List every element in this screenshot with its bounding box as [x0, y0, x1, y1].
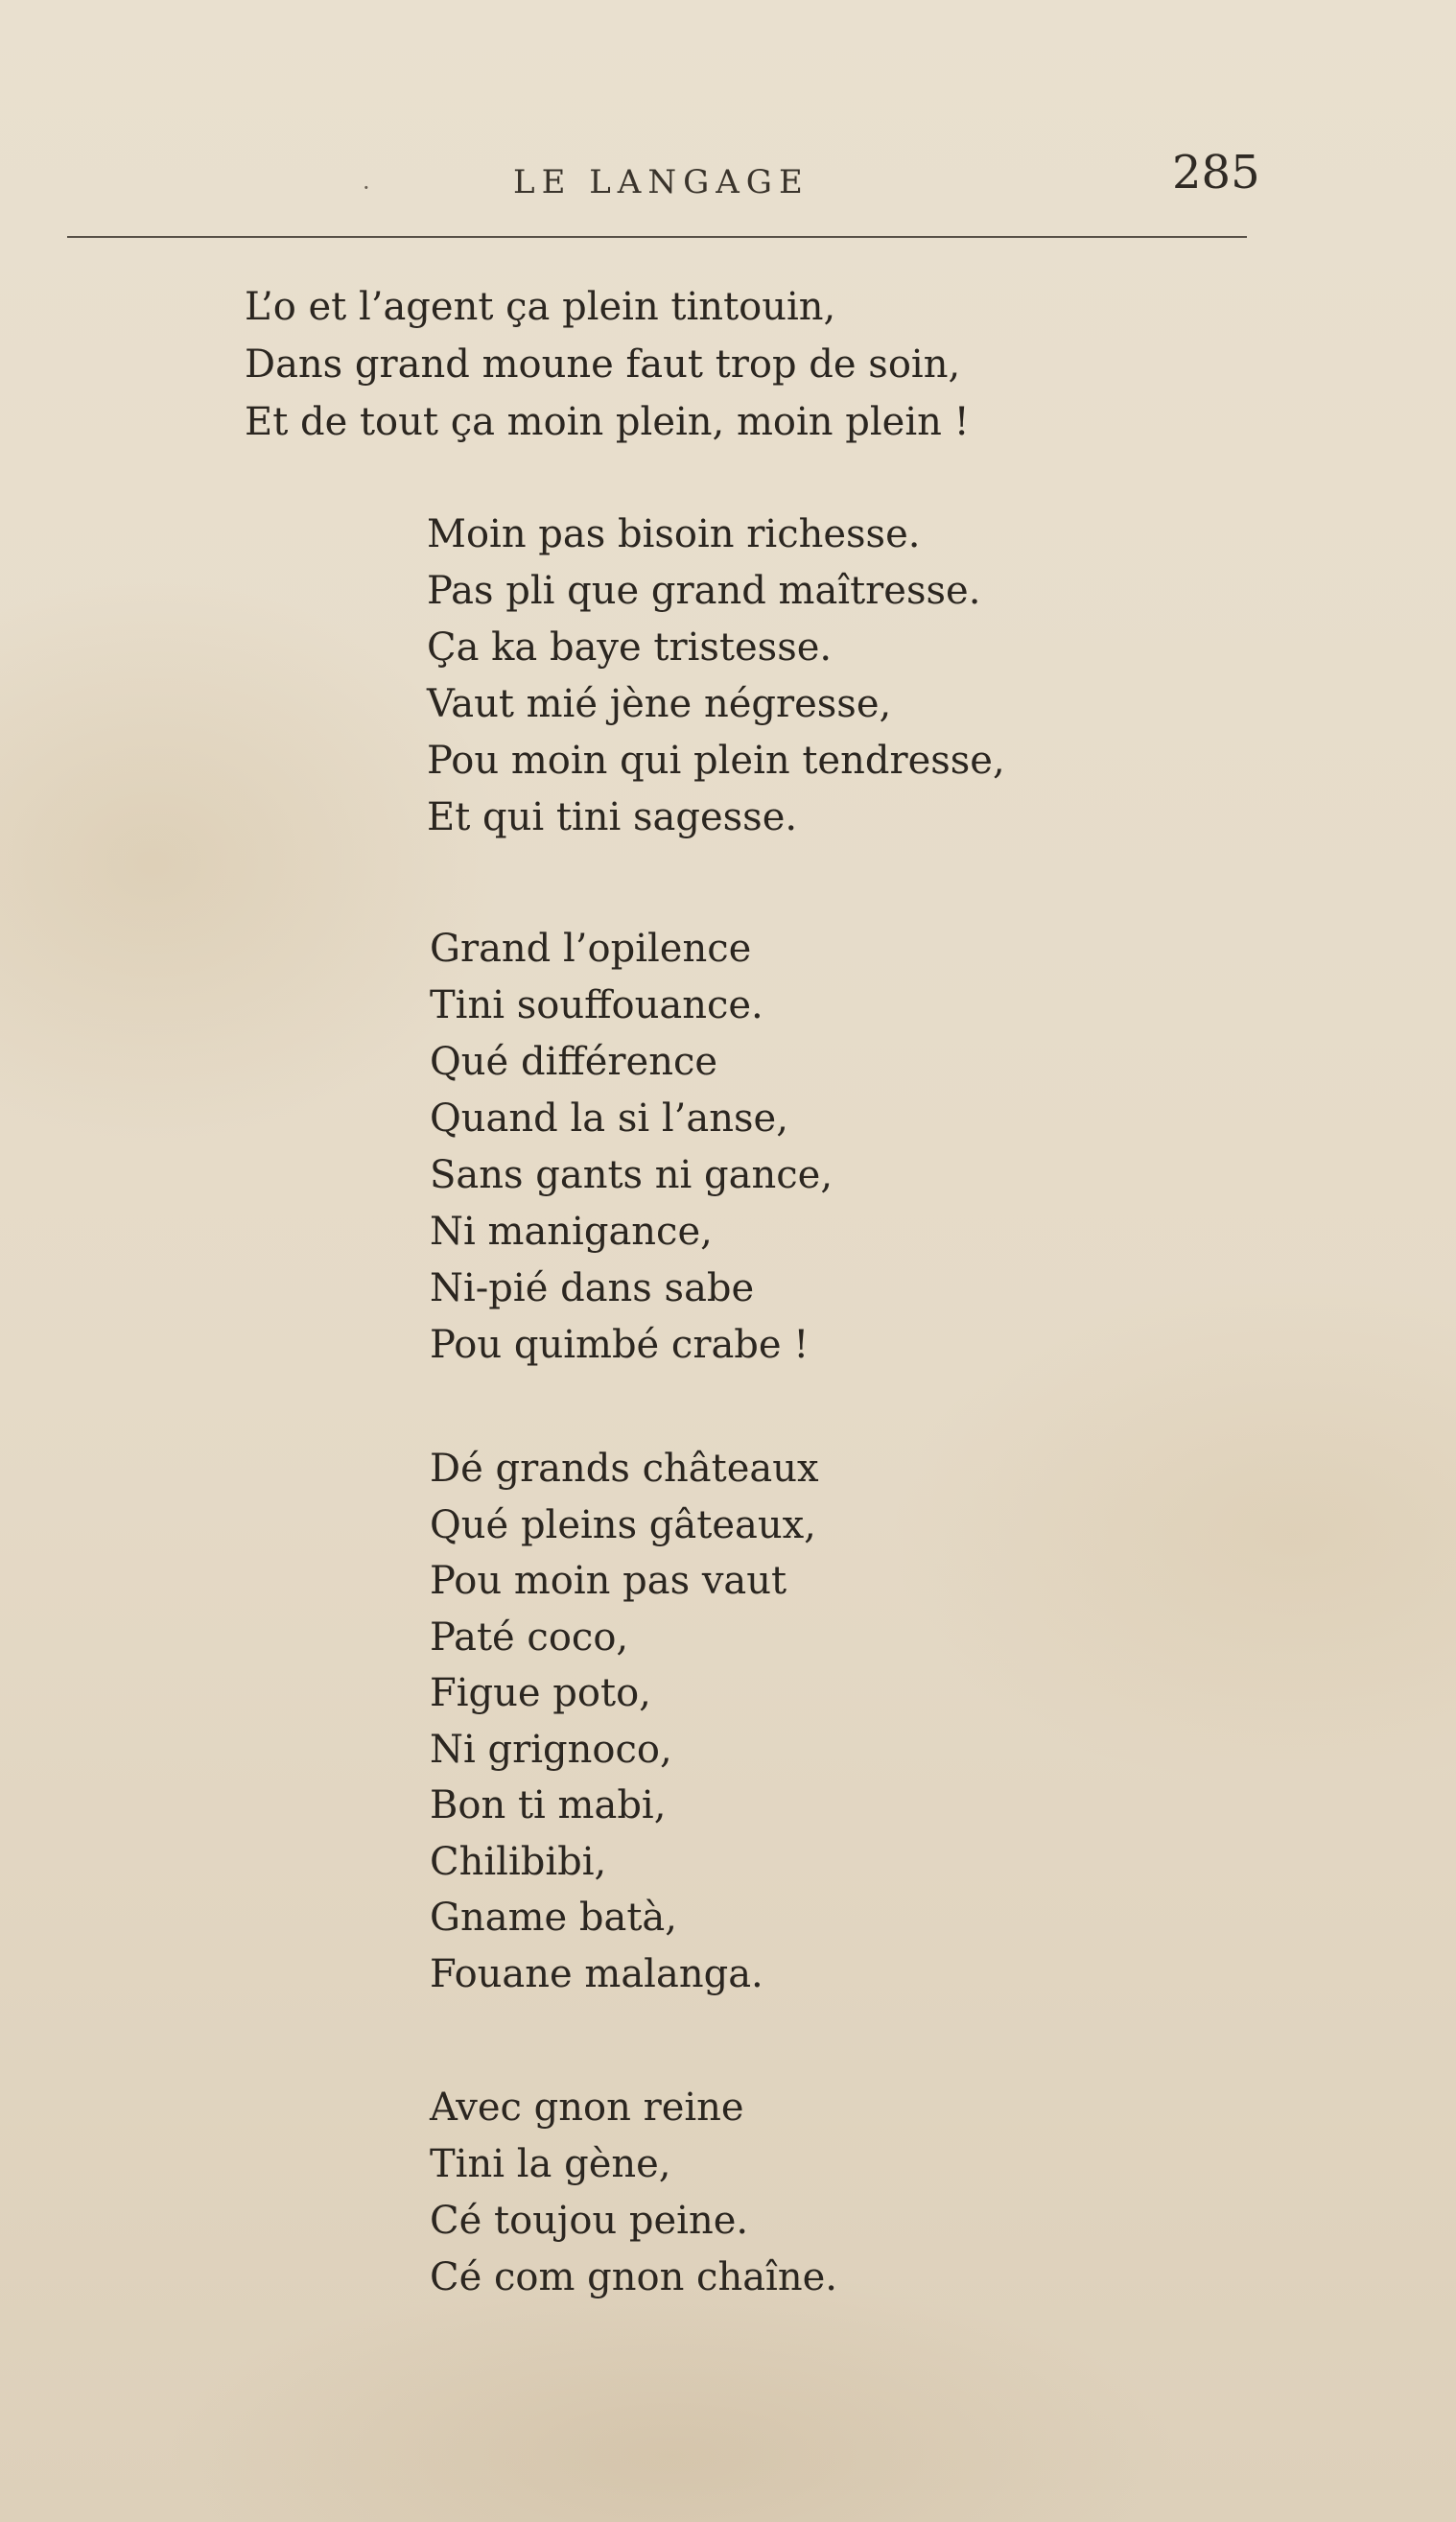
verse-line: L’o et l’agent ça plein tintouin, — [245, 285, 836, 329]
running-title: LE LANGAGE — [513, 163, 810, 201]
stanza-2 — [427, 507, 1005, 846]
verse-line: Avec gnon reine — [430, 2086, 744, 2130]
verse-line: Dans grand moune faut trop de soin, — [245, 342, 961, 387]
verse-line: Pou quimbé crabe ! — [430, 1323, 810, 1367]
verse-line: Vaut mié jène négresse, — [427, 682, 892, 726]
verse-line: Ni manigance, — [430, 1210, 713, 1254]
header-ornament-dot: · — [363, 175, 370, 201]
verse-line: Cé com gnon chaîne. — [430, 2255, 837, 2299]
verse-line: Qué différence — [430, 1040, 718, 1084]
page-number: 285 — [1172, 146, 1260, 200]
verse-line: Fouane malanga. — [430, 1951, 763, 1996]
verse-line: Tini souffouance. — [430, 983, 763, 1027]
verse-line: Chilibibi, — [430, 1839, 607, 1884]
verse-line: Pas pli que grand maîtresse. — [427, 569, 981, 613]
header-rule — [67, 236, 1247, 238]
verse-line: Ni grignoco, — [430, 1727, 672, 1772]
verse-line: Sans gants ni gance, — [430, 1153, 834, 1197]
verse-line: Pou moin pas vaut — [430, 1559, 787, 1603]
verse-line: Ni-pié dans sabe — [430, 1266, 755, 1310]
verse-line: Moin pas bisoin richesse. — [427, 512, 921, 556]
verse-line: Figue poto, — [430, 1671, 651, 1715]
verse-line: Paté coco, — [430, 1615, 629, 1660]
verse-line: Pou moin qui plein tendresse, — [427, 739, 1005, 783]
verse-line: Bon ti mabi, — [430, 1783, 667, 1827]
verse-line: Quand la si l’anse, — [430, 1096, 788, 1141]
verse-line: Grand l’opilence — [430, 927, 752, 971]
stanza-5 — [430, 2080, 837, 2306]
stanza-1 — [245, 278, 970, 451]
stanza-3 — [430, 921, 833, 1374]
verse-line: Gname batà, — [430, 1896, 677, 1940]
verse-line: Dé grands châteaux — [430, 1447, 819, 1491]
verse-line: Et de tout ça moin plein, moin plein ! — [245, 400, 970, 444]
stanza-4 — [430, 1441, 819, 2002]
verse-line: Tini la gène, — [430, 2142, 671, 2186]
verse-line: Et qui tini sagesse. — [427, 795, 798, 839]
verse-line: Ça ka baye tristesse. — [427, 625, 833, 670]
verse-line: Qué pleins gâteaux, — [430, 1502, 816, 1547]
verse-line: Cé toujou peine. — [430, 2199, 749, 2243]
